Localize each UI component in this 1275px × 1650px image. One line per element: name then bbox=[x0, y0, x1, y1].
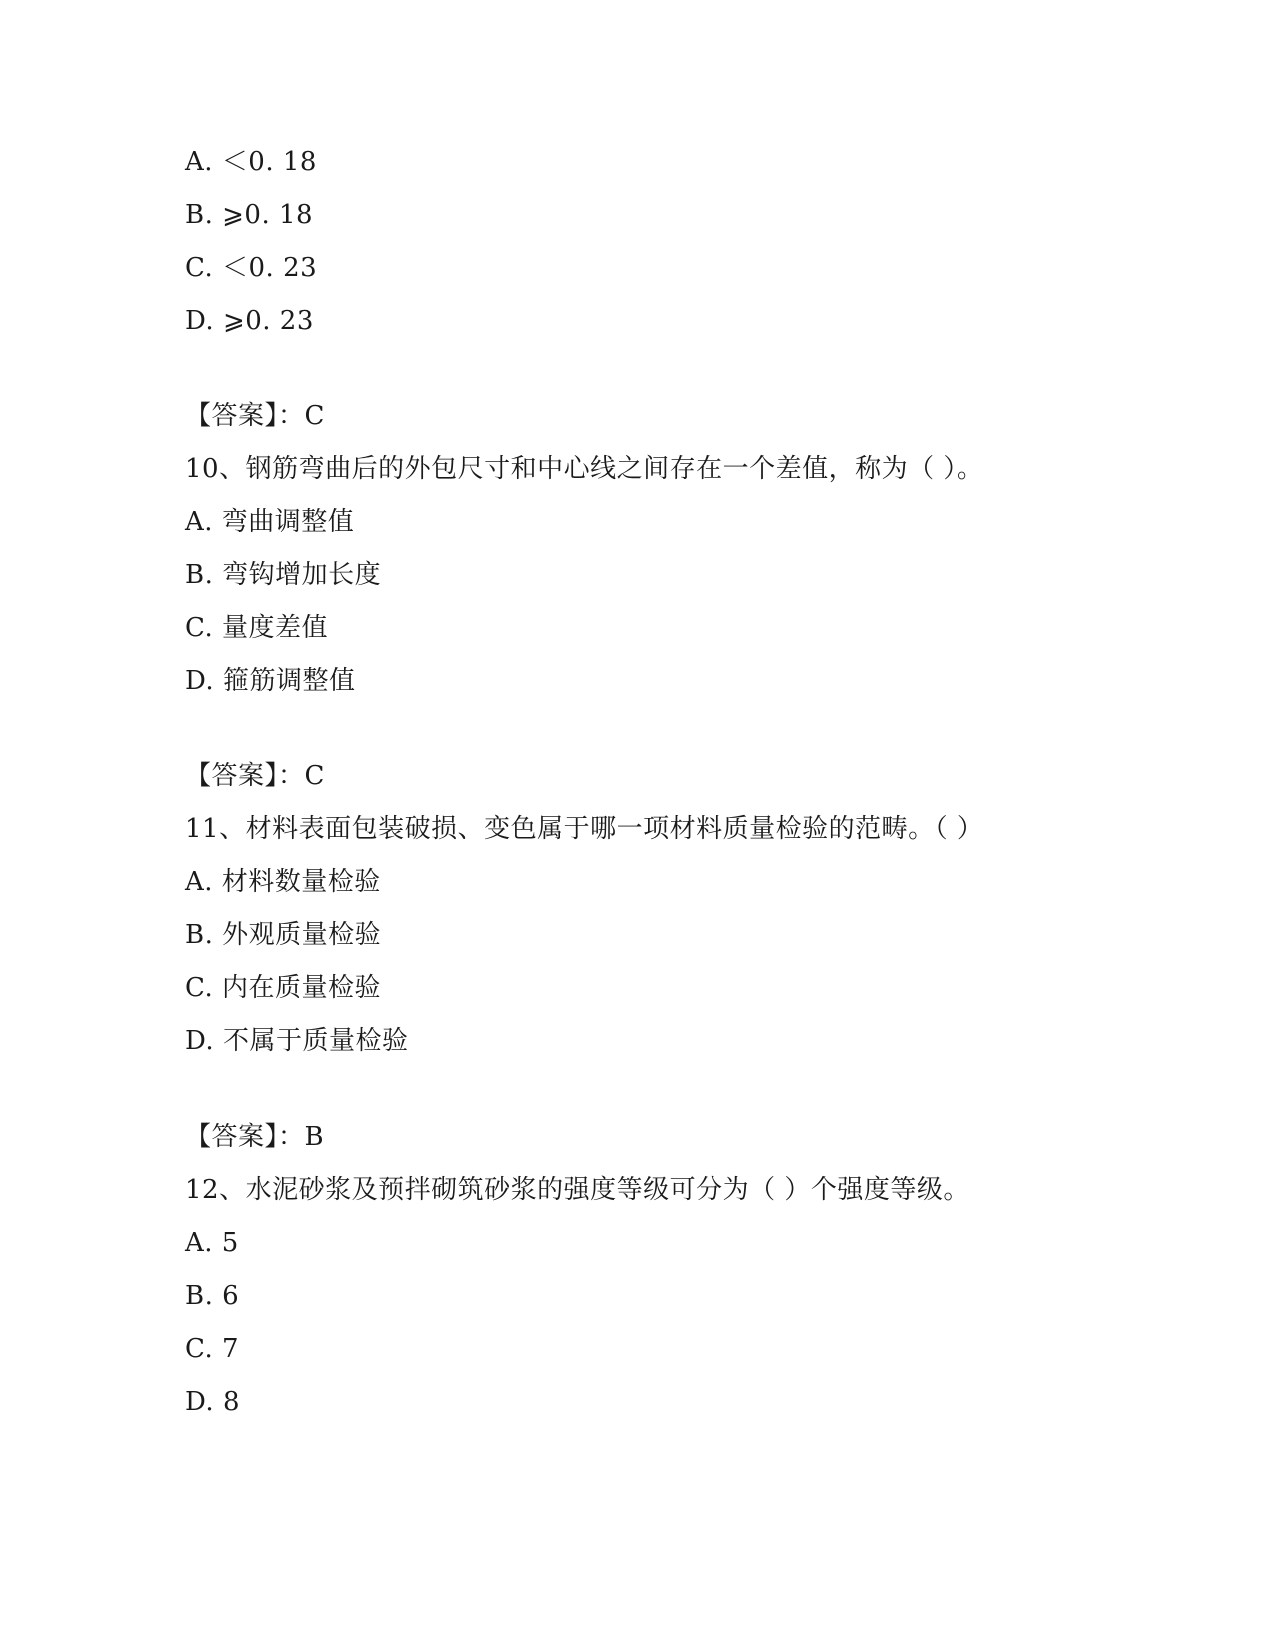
q11-option-c: C. 内在质量检验 bbox=[185, 973, 381, 1003]
q10-answer: 【答案】：C bbox=[185, 761, 325, 791]
q11-option-b: B. 外观质量检验 bbox=[185, 920, 382, 950]
q11-option-a: A. 材料数量检验 bbox=[185, 867, 381, 897]
q10-option-c: C. 量度差值 bbox=[185, 613, 328, 643]
q12-option-c: C. 7 bbox=[185, 1334, 240, 1364]
q12-option-a: A. 5 bbox=[185, 1228, 239, 1258]
q11-answer: 【答案】：B bbox=[185, 1122, 325, 1152]
q10-stem: 10、钢筋弯曲后的外包尺寸和中心线之间存在一个差值，称为（ ）。 bbox=[185, 454, 984, 484]
q12-stem: 12、水泥砂浆及预拌砌筑砂浆的强度等级可分为（ ）个强度等级。 bbox=[185, 1175, 970, 1205]
q9-option-b: B. ⩾0. 18 bbox=[185, 200, 314, 230]
q12-option-b: B. 6 bbox=[185, 1281, 240, 1311]
q10-option-d: D. 箍筋调整值 bbox=[185, 666, 356, 696]
q9-option-d: D. ⩾0. 23 bbox=[185, 306, 314, 336]
q11-option-d: D. 不属于质量检验 bbox=[185, 1026, 409, 1056]
q12-option-d: D. 8 bbox=[185, 1387, 240, 1417]
q9-option-a: A. ＜0. 18 bbox=[185, 147, 317, 177]
q9-answer: 【答案】：C bbox=[185, 401, 325, 431]
q11-stem: 11、材料表面包装破损、变色属于哪一项材料质量检验的范畴。（ ） bbox=[185, 814, 984, 844]
q10-option-a: A. 弯曲调整值 bbox=[185, 507, 355, 537]
q9-option-c: C. ＜0. 23 bbox=[185, 253, 318, 283]
q10-option-b: B. 弯钩增加长度 bbox=[185, 560, 382, 590]
